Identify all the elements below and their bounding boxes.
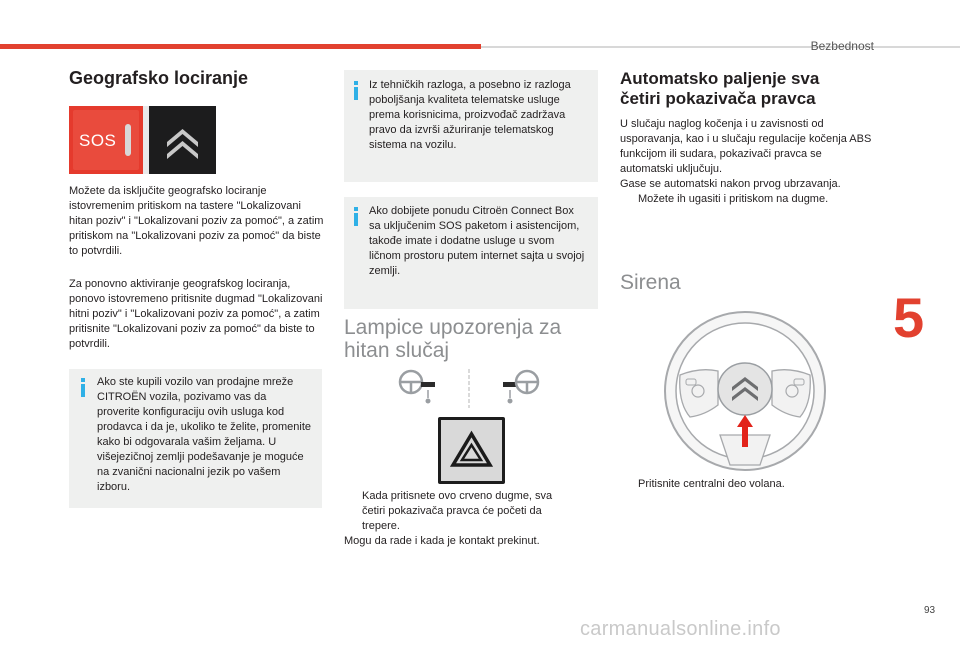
hazard-after-text: Mogu da rade i kada je kontakt prekinut.: [344, 535, 540, 547]
steering-wheel-right-icon: [503, 371, 538, 404]
info-note-connect-box: [344, 197, 598, 309]
section-title-horn: Sirena: [620, 271, 681, 294]
sos-label: SOS: [79, 131, 117, 150]
section-label: Bezbednost: [810, 39, 874, 53]
section-title-hazard-lights: [344, 316, 561, 362]
info-icon: [352, 81, 360, 99]
note-text: Ako dobijete ponudu Citroën Connect Box sa uključenim SOS paketom i asistencijom, takođe imate i dodatne usluge u svom ličnom prostoru putem internet sajta u svojoj zemlji.: [369, 205, 585, 277]
info-icon: [352, 207, 360, 225]
info-note-dealer: [69, 369, 322, 508]
geolocation-paragraph-2: Za ponovno aktiviranje geografskog lociranja, ponovo istovremeno pritisnite dugmad "Lokalizovani hitni poziv" i "Lokalizovani poziv za pomoć", a zatim pritisnite "Lokalizovani poziv za pomoć" da biste to potvrdili.: [69, 278, 323, 350]
auto-hazard-paragraph-2: Gase se automatski nakon prvog ubrzavanja.: [620, 178, 841, 190]
steering-position-illustration: [393, 368, 545, 410]
title-line: Automatsko paljenje sva: [620, 69, 820, 88]
title-line: Lampice upozorenja za: [344, 316, 562, 339]
hazard-instruction: [344, 489, 578, 549]
info-note-telematics: [344, 70, 598, 182]
geolocation-paragraph-1: Možete da isključite geografsko lociranje istovremenim pritiskom na tastere "Lokalizovani hitan poziv" i "Lokalizovani poziv za pomoć", a zatim pritiskom na "Lokalizovani poziv za pomoć" da biste to potvrdili.: [69, 185, 324, 257]
auto-hazard-text: [620, 117, 874, 207]
watermark: carmanualsonline.info: [580, 618, 781, 640]
title-line: četiri pokazivača pravca: [620, 89, 816, 108]
header-accent-bar: [0, 44, 481, 49]
auto-hazard-bullet: [620, 192, 874, 207]
hazard-bullet-text: Kada pritisnete ovo crveno dugme, sva četiri pokazivača pravca će početi da trepere.: [362, 490, 553, 532]
page-number: 93: [924, 605, 936, 616]
section-title-geolocation: Geografsko lociranje: [69, 68, 249, 88]
hazard-button-illustration: [438, 417, 505, 484]
sos-button-illustration: [69, 106, 143, 174]
citroen-chevrons-icon: [149, 106, 216, 174]
info-icon: [79, 378, 87, 396]
chapter-number: 5: [893, 286, 925, 349]
note-text: Iz tehničkih razloga, a posebno iz razloga poboljšanja kvaliteta telematske usluge prema korisnicima, proizvođač zadržava pravo da izvrši ažuriranje telematskog sistema na vozilu.: [369, 79, 571, 151]
auto-hazard-paragraph: U slučaju naglog kočenja i u zavisnosti od usporavanja, kao i u slučaju regulacije kočenja ABS funkcijom ili sudara, pokazivači pravca se automatski uključuju.: [620, 118, 872, 175]
horn-bullet-text: Pritisnite centralni deo volana.: [638, 478, 785, 490]
assistance-button-illustration: [149, 106, 216, 174]
steering-wheel-left-icon: [400, 371, 435, 404]
steering-wheel-illustration: [660, 305, 830, 473]
horn-instruction: [620, 477, 874, 492]
buttons-illustration: [69, 106, 216, 174]
title-line: hitan slučaj: [344, 339, 450, 362]
section-title-auto-hazard: [620, 69, 819, 109]
auto-hazard-bullet-text: Možete ih ugasiti i pritiskom na dugme.: [638, 193, 829, 205]
note-text: Ako ste kupili vozilo van prodajne mreže CITROËN vozila, pozivamo vas da proverite konfiguraciju ovih usluga kod prodavca i da je, ukoliko te želite, promenite kako bi odgovarala vašim željama. U višejezičnoj zemlji podešavanje je moguće na zvanični nacionalni jezik po vašem izboru.: [97, 376, 312, 493]
header-rule: [481, 46, 960, 48]
hazard-triangle-icon: [441, 420, 502, 481]
